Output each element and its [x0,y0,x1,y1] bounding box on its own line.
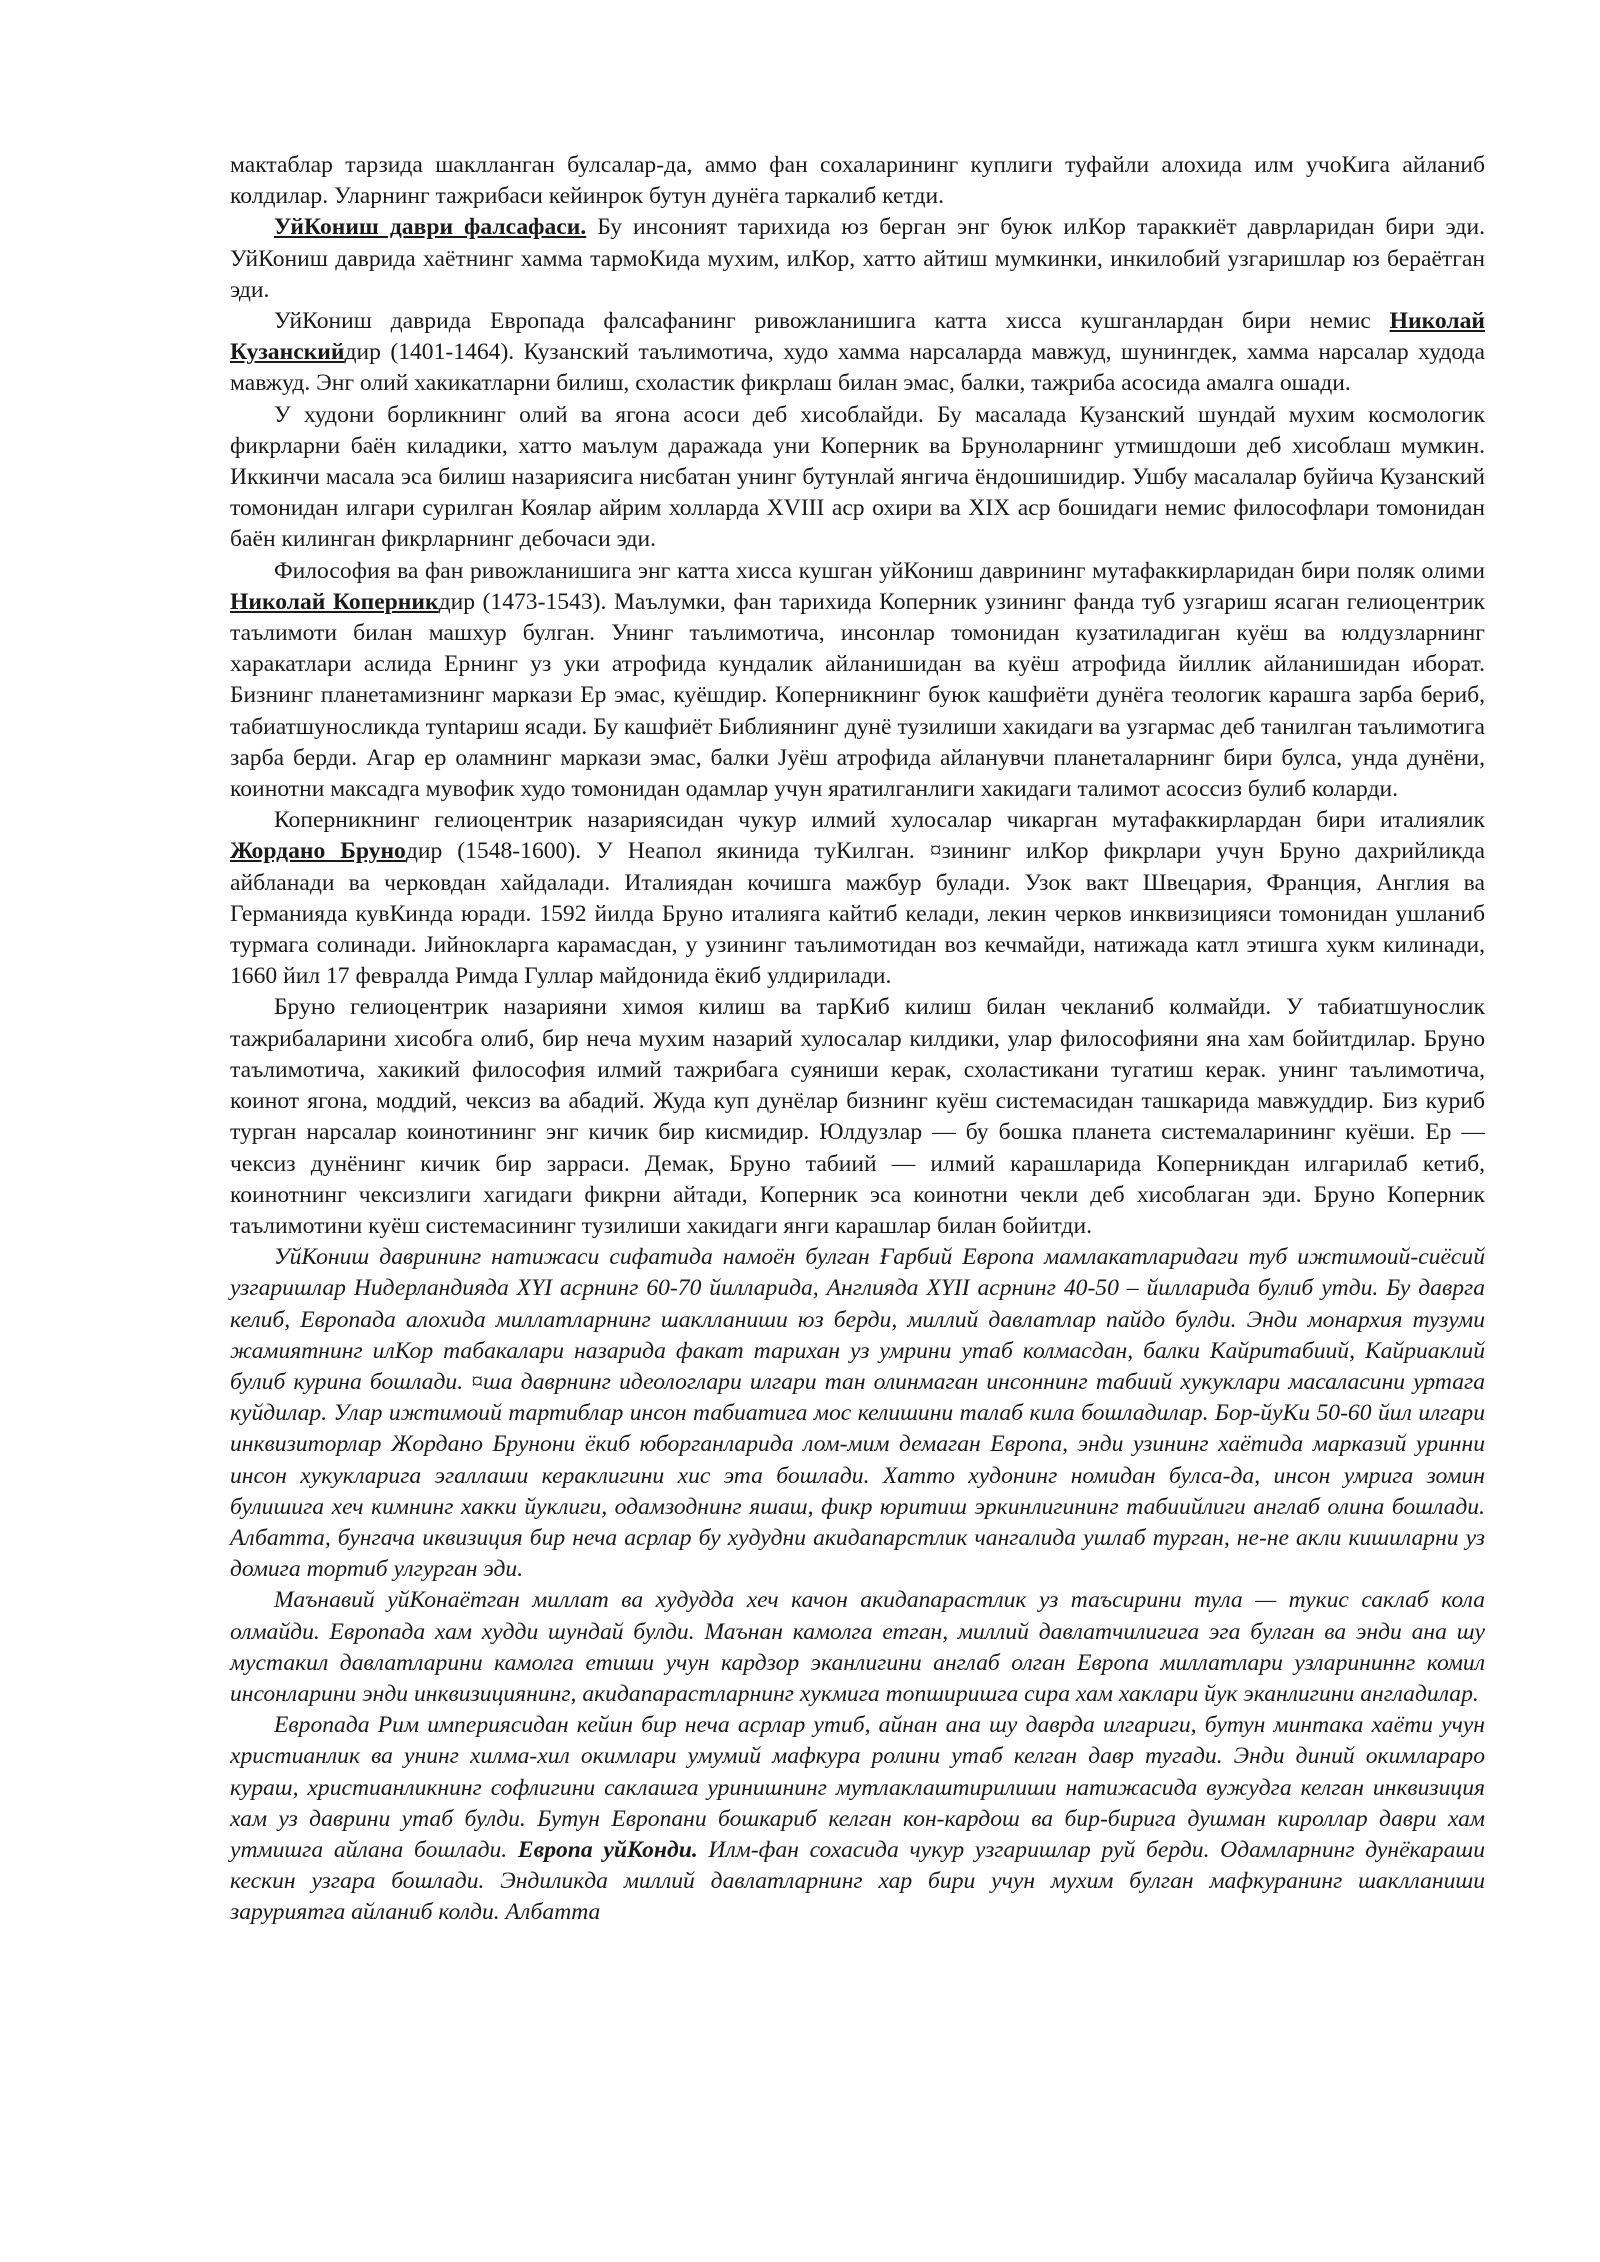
paragraph-6 [230,992,1485,1242]
text-span: Маънавий уйКонаётган миллат ва худудда хеч качон акидапарастлик уз таъсирини тула — тукис саклаб кола олмайди. Европада хам худди шундай булди. Маънан камолга етган, миллий давлатчилигига эга булган ва энди ана шу мустакил давлатларини камолга етиши учун кардзор эканлигини англаб олган Европа миллатлари узларининнг комил инсонларини энди инквизициянинг, акидапарастларнинг хукмига топширишга сира хам хаклари йук эканлигини англадилар. [230,1587,1485,1707]
name-highlight: Николай Кузанский [230,308,1485,366]
text-span: Бу инсоният тарихида юз берган энг буюк илКор тараккиёт даврларидан бири эди. УйКониш даврида хаётнинг хамма тармоКида мухим, илКор, хатто айтиш мумкинки, инкилобий узгаришлар юз бераётган эди. [230,214,1485,303]
text-span: Философия ва фан ривожланишига энг катта хисса кушган уйКониш даврининг мутафаккирларидан бири поляк олими [274,557,1485,584]
text-span: мактаблар тарзида шаклланган булсалар-да, аммо фан сохаларининг куплиги туфайли алохида илм учоКига айланиб колдилар. Уларнинг тажрибаси кейинрок бутун дунёга таркалиб кетди. [230,152,1485,210]
text-span: дир (1548-1600). У Неапол якинида туКилган. ¤зининг илКор фикрлари учун Бруно дахрийликда айбланади ва черковдан хайдалади. Италиядан кочишга мажбур булади. Узок вакт Швецария, Франция, Англия ва Германияда кувКинда юради. 1592 йилда Бруно италияга кайтиб келади, лекин черков инквизицияси томонидан ушланиб турмага солинади. Jийнокларга карамасдан, у узининг таълимотидан воз кечмайди, натижада катл этишга хукм килинади, 1660 йил 17 февралда Римда Гуллар майдонида ёкиб улдирилади. [230,838,1486,990]
name-highlight: Николай Коперник [230,588,439,615]
text-span: УйКониш даврининг натижаси сифатида намоён булган Ғарбий Европа мамлакатларидаги туб ижтимоий-сиёсий узгаришлар Нидерландияда XYI асрнинг 60-70 йилларида, Англияда XYII асрнинг 40-50 – йилларида булиб утди. Бу даврга келиб, Европада алохида миллатларнинг шаклланиши юз берди, миллий давлатлар пайдо булди. Энди монархия тузуми жамиятнинг илКор табакалари назарида факат тарихан уз умрини утаб колмасдан, балки Кайритабиий, Кайриаклий булиб курина бошлади. ¤ша даврнинг идеологлари илгари тан олинмаган инсоннинг табиий хукуклари масаласини уртага куйдилар. Улар ижтимоий тартиблар инсон табиатига мос келишини талаб кила бошладилар. Бор-йуКи 50-60 йил илгари инквизиторлар Жордано Брунони ёкиб юборганларида лом-мим демаган Европа, энди узининг хаётида марказий уринни инсон хукукларига эгаллаши кераклигини хис эта бошлади. Хатто худонинг номидан булса-да, инсон умрига зомин булишига хеч кимнинг хакки йуклиги, одамзоднинг яшаш, фикр юритиш эркинлигининг табиийлиги англаб олина бошлади. Албатта, бунгача иквизиция бир неча асрлар бу худудни акидапарстлик чангалида ушлаб турган, не-не акли кишиларни уз домига тортиб улгурган эди. [230,1244,1485,1583]
paragraph-9 [230,1710,1485,1928]
section-heading: УйКониш даври фалсафаси. [274,214,587,241]
paragraph-7 [230,1242,1485,1585]
paragraph-2 [230,306,1485,400]
paragraph-3 [230,400,1485,556]
text-span: дир (1401-1464). Кузанский таълимотича, худо хамма нарсаларда мавжуд, шунингдек, хамма нарсалар худода мавжуд. Энг олий хакикатларни билиш, схоластик фикрлаш билан эмас, балки, тажриба асосида амалга ошади. [230,339,1485,397]
text-span: Европада Рим империясидан кейин бир неча асрлар утиб, айнан ана шу даврда илгариги, бутун минтака хаёти учун христианлик ва унинг хилма-хил окимлари умумий мафкура ролини утаб келган давр тугади. Энди диний окимлараро кураш, христианликнинг софлигини саклашга уринишнинг мутлаклаштирилиши натижасида вужудга келган инквизиция хам уз даврини утаб булди. Бутун Европани бошкариб келган кон-кардош ва бир-бирига душман кироллар даври хам утмишга айлана бошлади. [230,1712,1485,1863]
bold-phrase: Европа уйКонди. [517,1836,698,1863]
paragraph-1 [230,212,1485,306]
paragraph-5 [230,805,1485,992]
text-span: Бруно гелиоцентрик назарияни химоя килиш ва тарКиб килиш билан чекланиб колмайди. У табиатшунослик тажрибаларини хисобга олиб, бир неча мухим назарий хулосалар килдики, улар философияни яна хам бойитдилар. Бруно таълимотича, хакикий философия илмий тажрибага суяниши керак, схоластикани тугатиш керак. унинг таълимотича, коинот ягона, моддий, чексиз ва абадий. Жуда куп дунёлар бизнинг куёш системасидан ташкарида мавжуддир. Биз куриб турган нарсалар коинотининг энг кичик бир кисмидир. Юлдузлар — бу бошка планета системаларининг куёши. Ер — чексиз дунёнинг кичик бир зарраси. Демак, Бруно табиий — илмий карашларида Коперникдан илгарилаб кетиб, коинотнинг чексизлиги хагидаги фикрни айтади, Коперник эса коинотни чекли деб хисоблаган эди. Бруно Коперник таълимотини куёш системасининг тузилиши хакидаги янги карашлар билан бойитди. [230,994,1485,1239]
text-span: дир (1473-1543). Маълумки, фан тарихида Коперник узининг фанда туб узгариш ясаган гелиоцентрик таълимоти билан машхур булган. Унинг таълимотича, инсонлар томонидан кузатиладиган куёш ва юлдузларнинг харакатлари аслида Ернинг уз уки атрофида кундалик айланишидан ва куёш атрофида йиллик айланишидан иборат. Бизнинг планетамизнинг маркази Ер эмас, куёшдир. Коперникнинг буюк кашфиёти дунёга теологик карашга зарба бериб, табиатшуносликда туntариш ясади. Бу кашфиёт Библиянинг дунё тузилиши хакидаги ва узгармас деб танилган таълимотига зарба берди. Агар ер оламнинг маркази эмас, балки Jуёш атрофида айланувчи планеталарнинг бири булса, унда дунёни, коинотни максадга мувофик худо томонидан одамлар учун яратилганлиги хакидаги талимот асоссиз булиб коларди. [230,588,1485,803]
text-span: У худони борликнинг олий ва ягона асоси деб хисоблайди. Бу масалада Кузанский шундай мухим космологик фикрларни баён киладики, хатто маълум даражада уни Коперник ва Бруноларнинг утмишдоши деб хисоблаш мумкин. Иккинчи масала эса билиш назариясига нисбатан унинг бутунлай янгича ёндошишидир. Ушбу масалалар буйича Кузанский томонидан илгари сурилган Коялар айрим холларда XVIII аср охири ва XIX аср бошидаги немис философлари томонидан баён килинган фикрларнинг дебочаси эди. [230,401,1485,553]
paragraph-0 [230,150,1485,212]
text-span: УйКониш даврида Европада фалсафанинг ривожланишига катта хисса кушганлардан бири немис [274,308,1390,335]
text-span: Илм-фан сохасида чукур узгаришлар руй берди. Одамларнинг дунёкараши кескин узгара бошлади. Эндиликда миллий давлатларнинг хар бири учун мухим булган мафкуранинг шаклланиши заруриятга айланиб колди. Албатта [230,1836,1485,1926]
paragraph-8 [230,1585,1485,1710]
paragraph-4 [230,556,1485,806]
text-span: Коперникнинг гелиоцентрик назариясидан чукур илмий хулосалар чикарган мутафаккирлардан бири италиялик [274,807,1485,834]
name-highlight: Жордано Бруно [230,838,406,865]
document-page [230,150,1485,1929]
